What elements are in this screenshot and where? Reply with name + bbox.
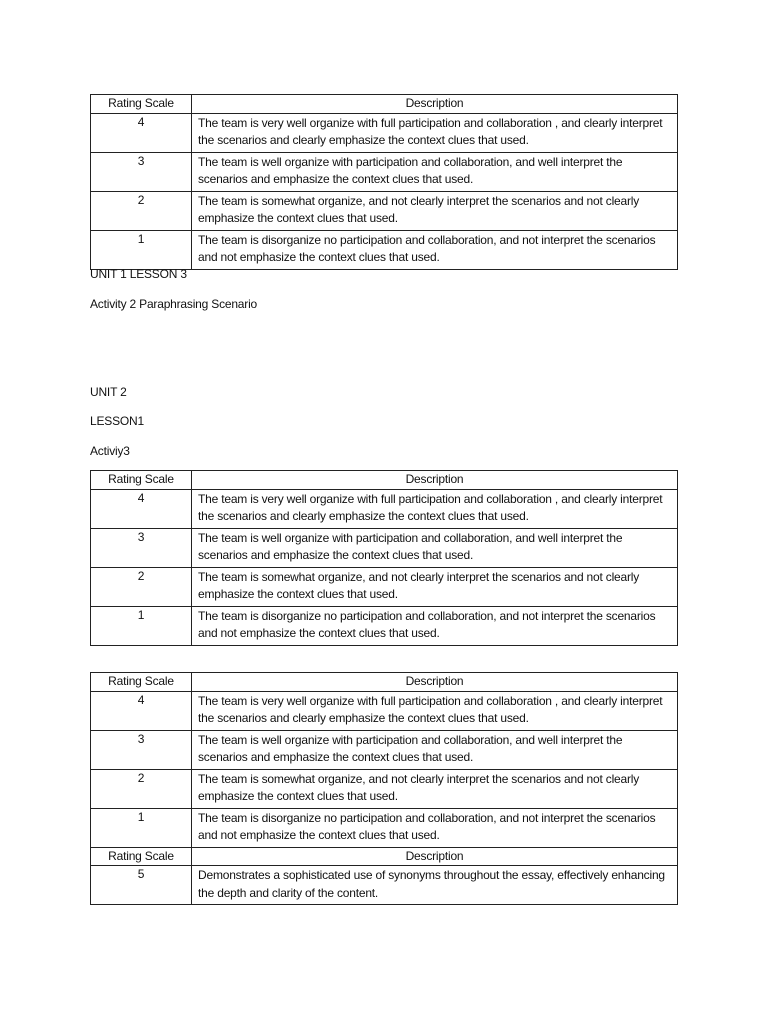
rating-description: The team is well organize with participation and collaboration, and well interpret the scenarios and emphasize the context clues that used. xyxy=(192,730,678,769)
rating-value: 4 xyxy=(91,489,192,528)
rating-value: 3 xyxy=(91,152,192,191)
rating-description: The team is somewhat organize, and not clearly interpret the scenarios and not clearly emphasize the context clues that used. xyxy=(192,769,678,808)
rating-value: 3 xyxy=(91,730,192,769)
table-row xyxy=(91,230,678,269)
rating-description: The team is well organize with participation and collaboration, and well interpret the scenarios and emphasize the context clues that used. xyxy=(192,152,678,191)
table-row xyxy=(91,528,678,567)
rating-scale-header: Rating Scale xyxy=(91,95,192,114)
table-row xyxy=(91,489,678,528)
rating-value: 2 xyxy=(91,769,192,808)
rating-value: 4 xyxy=(91,691,192,730)
rating-description: The team is well organize with participation and collaboration, and well interpret the scenarios and emphasize the context clues that used. xyxy=(192,528,678,567)
rating-description: The team is somewhat organize, and not clearly interpret the scenarios and not clearly emphasize the context clues that used. xyxy=(192,191,678,230)
rating-value: 3 xyxy=(91,528,192,567)
description-header: Description xyxy=(192,673,678,692)
rubric-table-3 xyxy=(90,672,678,905)
activity2-heading: Activity 2 Paraphrasing Scenario xyxy=(90,297,258,311)
rating-description: Demonstrates a sophisticated use of synonyms throughout the essay, effectively enhancing the depth and clarity of the content. xyxy=(192,866,678,905)
activity3-heading: Activiy3 xyxy=(90,444,130,458)
description-header: Description xyxy=(192,847,678,866)
rating-value: 1 xyxy=(91,230,192,269)
table-row xyxy=(91,866,678,905)
rating-value: 2 xyxy=(91,567,192,606)
rating-value: 4 xyxy=(91,113,192,152)
rating-scale-header: Rating Scale xyxy=(91,847,192,866)
table-row xyxy=(91,769,678,808)
rubric-table-1 xyxy=(90,94,678,270)
table-row xyxy=(91,808,678,847)
table-header-row xyxy=(91,471,678,490)
table-header-row xyxy=(91,673,678,692)
rubric-table-2 xyxy=(90,470,678,646)
unit2-heading: UNIT 2 xyxy=(90,385,127,399)
table-row xyxy=(91,152,678,191)
rating-description: The team is very well organize with full participation and collaboration , and clearly interpret the scenarios and clearly emphasize the context clues that used. xyxy=(192,113,678,152)
rating-scale-header: Rating Scale xyxy=(91,471,192,490)
table-header-row xyxy=(91,95,678,114)
table-row xyxy=(91,191,678,230)
description-header: Description xyxy=(192,471,678,490)
description-header: Description xyxy=(192,95,678,114)
table-row xyxy=(91,730,678,769)
table-row xyxy=(91,606,678,645)
lesson1-heading: LESSON1 xyxy=(90,414,144,428)
table-header-row xyxy=(91,847,678,866)
rating-description: The team is very well organize with full participation and collaboration , and clearly interpret the scenarios and clearly emphasize the context clues that used. xyxy=(192,489,678,528)
rating-description: The team is disorganize no participation and collaboration, and not interpret the scenarios and not emphasize the context clues that used. xyxy=(192,606,678,645)
rating-value: 5 xyxy=(91,866,192,905)
rating-scale-header: Rating Scale xyxy=(91,673,192,692)
table-row xyxy=(91,567,678,606)
rating-description: The team is very well organize with full participation and collaboration , and clearly interpret the scenarios and clearly emphasize the context clues that used. xyxy=(192,691,678,730)
rating-value: 1 xyxy=(91,606,192,645)
rating-description: The team is disorganize no participation and collaboration, and not interpret the scenarios and not emphasize the context clues that used. xyxy=(192,230,678,269)
table-row xyxy=(91,113,678,152)
table-row xyxy=(91,691,678,730)
rating-value: 2 xyxy=(91,191,192,230)
rating-description: The team is somewhat organize, and not clearly interpret the scenarios and not clearly emphasize the context clues that used. xyxy=(192,567,678,606)
rating-description: The team is disorganize no participation and collaboration, and not interpret the scenarios and not emphasize the context clues that used. xyxy=(192,808,678,847)
unit1-lesson3-heading: UNIT 1 LESSON 3 xyxy=(90,267,187,281)
rating-value: 1 xyxy=(91,808,192,847)
